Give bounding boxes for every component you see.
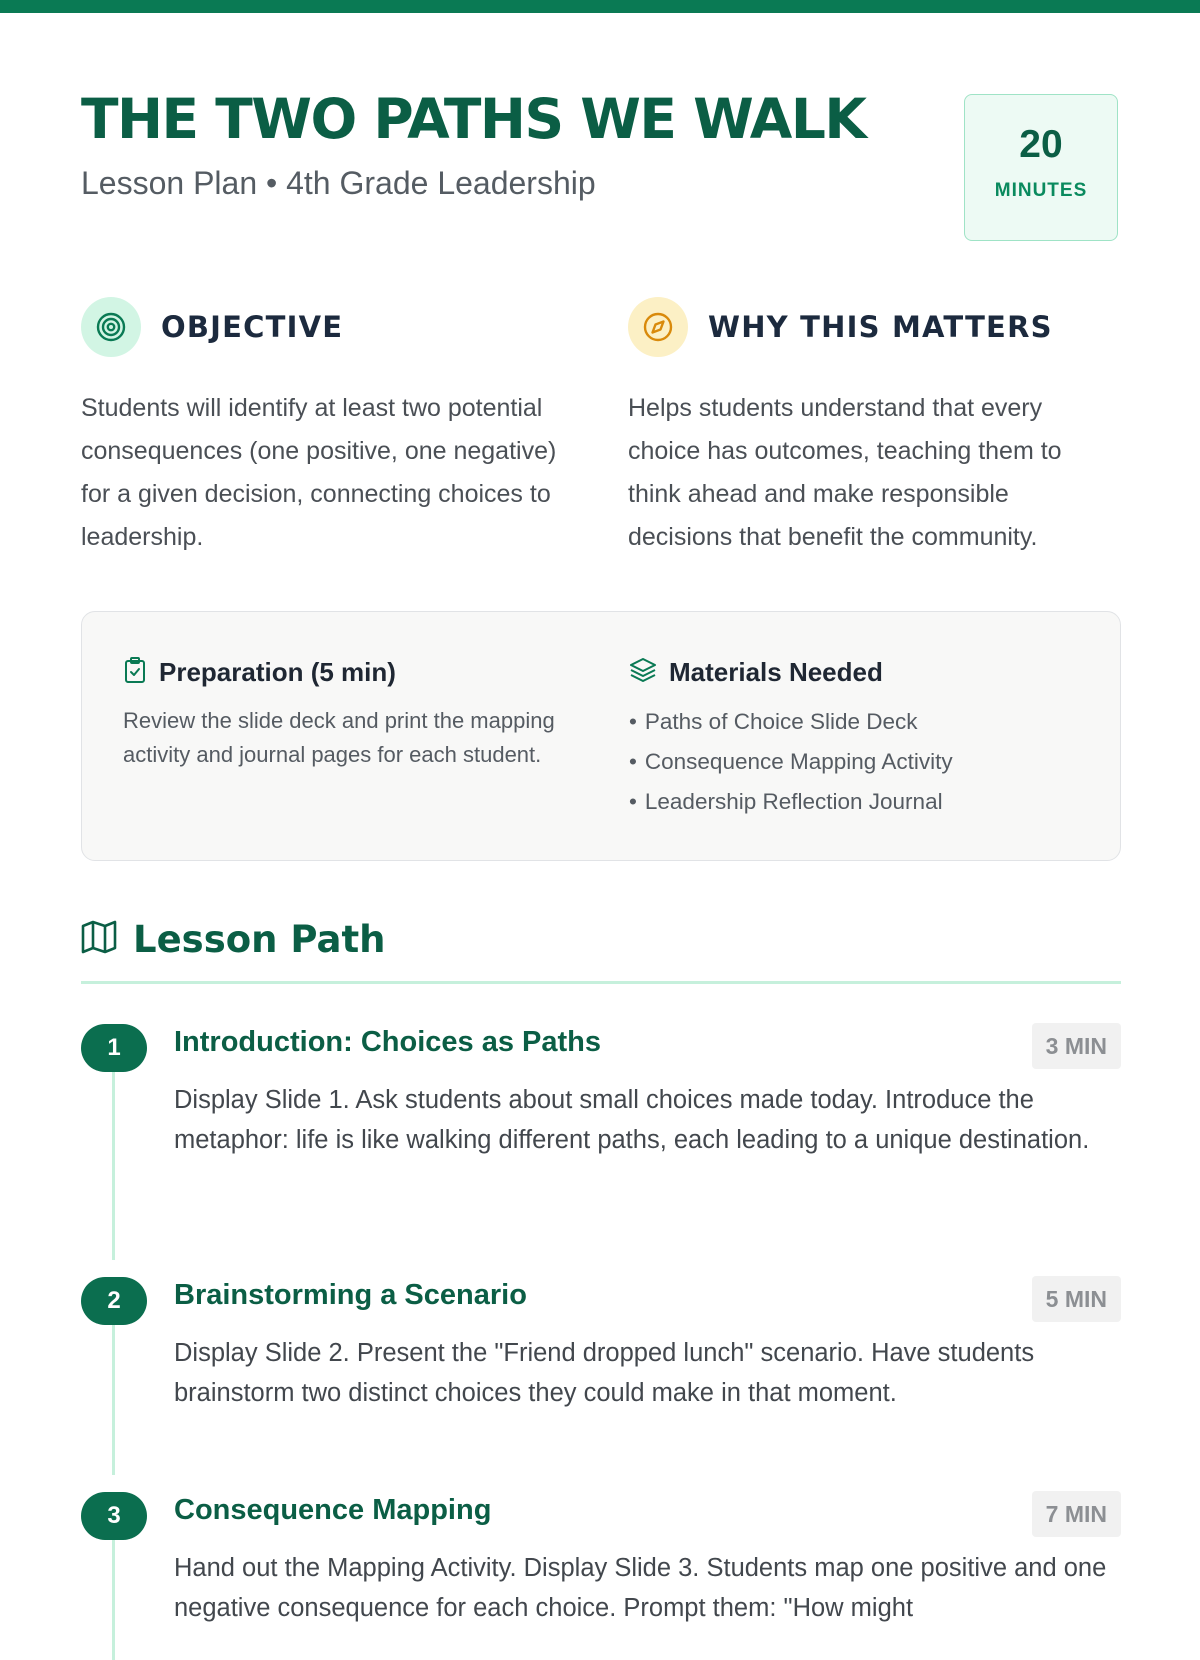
step-number-badge: 2 bbox=[81, 1277, 147, 1325]
why-heading: WHY THIS MATTERS bbox=[708, 310, 1053, 344]
timeline-connector bbox=[112, 1325, 115, 1475]
materials-item: • Leadership Reflection Journal bbox=[629, 782, 1089, 822]
page-title: THE TWO PATHS WE WALK bbox=[81, 87, 866, 151]
step-number-badge: 1 bbox=[81, 1024, 147, 1072]
objective-section bbox=[81, 297, 571, 559]
duration-value: 20 bbox=[1019, 123, 1063, 166]
lesson-path-heading: Lesson Path bbox=[133, 918, 386, 961]
section-divider bbox=[81, 981, 1121, 984]
objective-text: Students will identify at least two potential consequences (one positive, one negative) for a given decision, connecting choices to leadership. bbox=[81, 394, 557, 551]
step-description: Display Slide 2. Present the "Friend dropped lunch" scenario. Have students brainstorm two distinct choices they could make in that moment. bbox=[174, 1339, 1035, 1407]
duration-unit: MINUTES bbox=[994, 180, 1088, 201]
timeline-connector bbox=[112, 1072, 115, 1260]
why-text: Helps students understand that every choice has outcomes, teaching them to think ahead and make responsible decisions that benefit the community. bbox=[628, 394, 1062, 551]
map-icon bbox=[81, 920, 117, 959]
preparation-materials-card bbox=[81, 611, 1121, 861]
materials-item: • Consequence Mapping Activity bbox=[629, 742, 1089, 782]
why-section bbox=[628, 297, 1118, 559]
step-description: Display Slide 1. Ask students about small choices made today. Introduce the metaphor: life is like walking different paths, each leading to a unique destination. bbox=[174, 1086, 1090, 1154]
preparation-block bbox=[123, 656, 563, 772]
step-title: Introduction: Choices as Paths bbox=[174, 1026, 601, 1058]
materials-item: • Paths of Choice Slide Deck bbox=[629, 702, 1089, 742]
preparation-text: Review the slide deck and print the mapping activity and journal pages for each student. bbox=[123, 708, 555, 767]
step-title: Consequence Mapping bbox=[174, 1494, 492, 1526]
materials-block bbox=[629, 656, 1089, 822]
step-duration-badge: 7 MIN bbox=[1032, 1491, 1121, 1537]
step-duration-badge: 5 MIN bbox=[1032, 1276, 1121, 1322]
step-description: Hand out the Mapping Activity. Display Slide 3. Students map one positive and one negative consequence for each choice. Prompt them: "How might bbox=[174, 1554, 1107, 1622]
duration-badge bbox=[964, 94, 1118, 241]
step-duration-badge: 3 MIN bbox=[1032, 1023, 1121, 1069]
target-icon bbox=[81, 297, 141, 357]
objective-heading: OBJECTIVE bbox=[161, 310, 344, 344]
clipboard-check-icon bbox=[123, 656, 147, 689]
step-number-badge: 3 bbox=[81, 1492, 147, 1540]
materials-list bbox=[629, 702, 1089, 822]
step-title: Brainstorming a Scenario bbox=[174, 1279, 527, 1311]
top-accent-bar bbox=[0, 0, 1200, 13]
timeline-connector bbox=[112, 1540, 115, 1660]
page-subtitle: Lesson Plan • 4th Grade Leadership bbox=[81, 165, 596, 201]
compass-icon bbox=[628, 297, 688, 357]
materials-heading: Materials Needed bbox=[669, 656, 883, 687]
preparation-heading: Preparation (5 min) bbox=[159, 656, 396, 687]
lesson-path-header bbox=[81, 918, 385, 961]
layers-icon bbox=[629, 656, 657, 689]
